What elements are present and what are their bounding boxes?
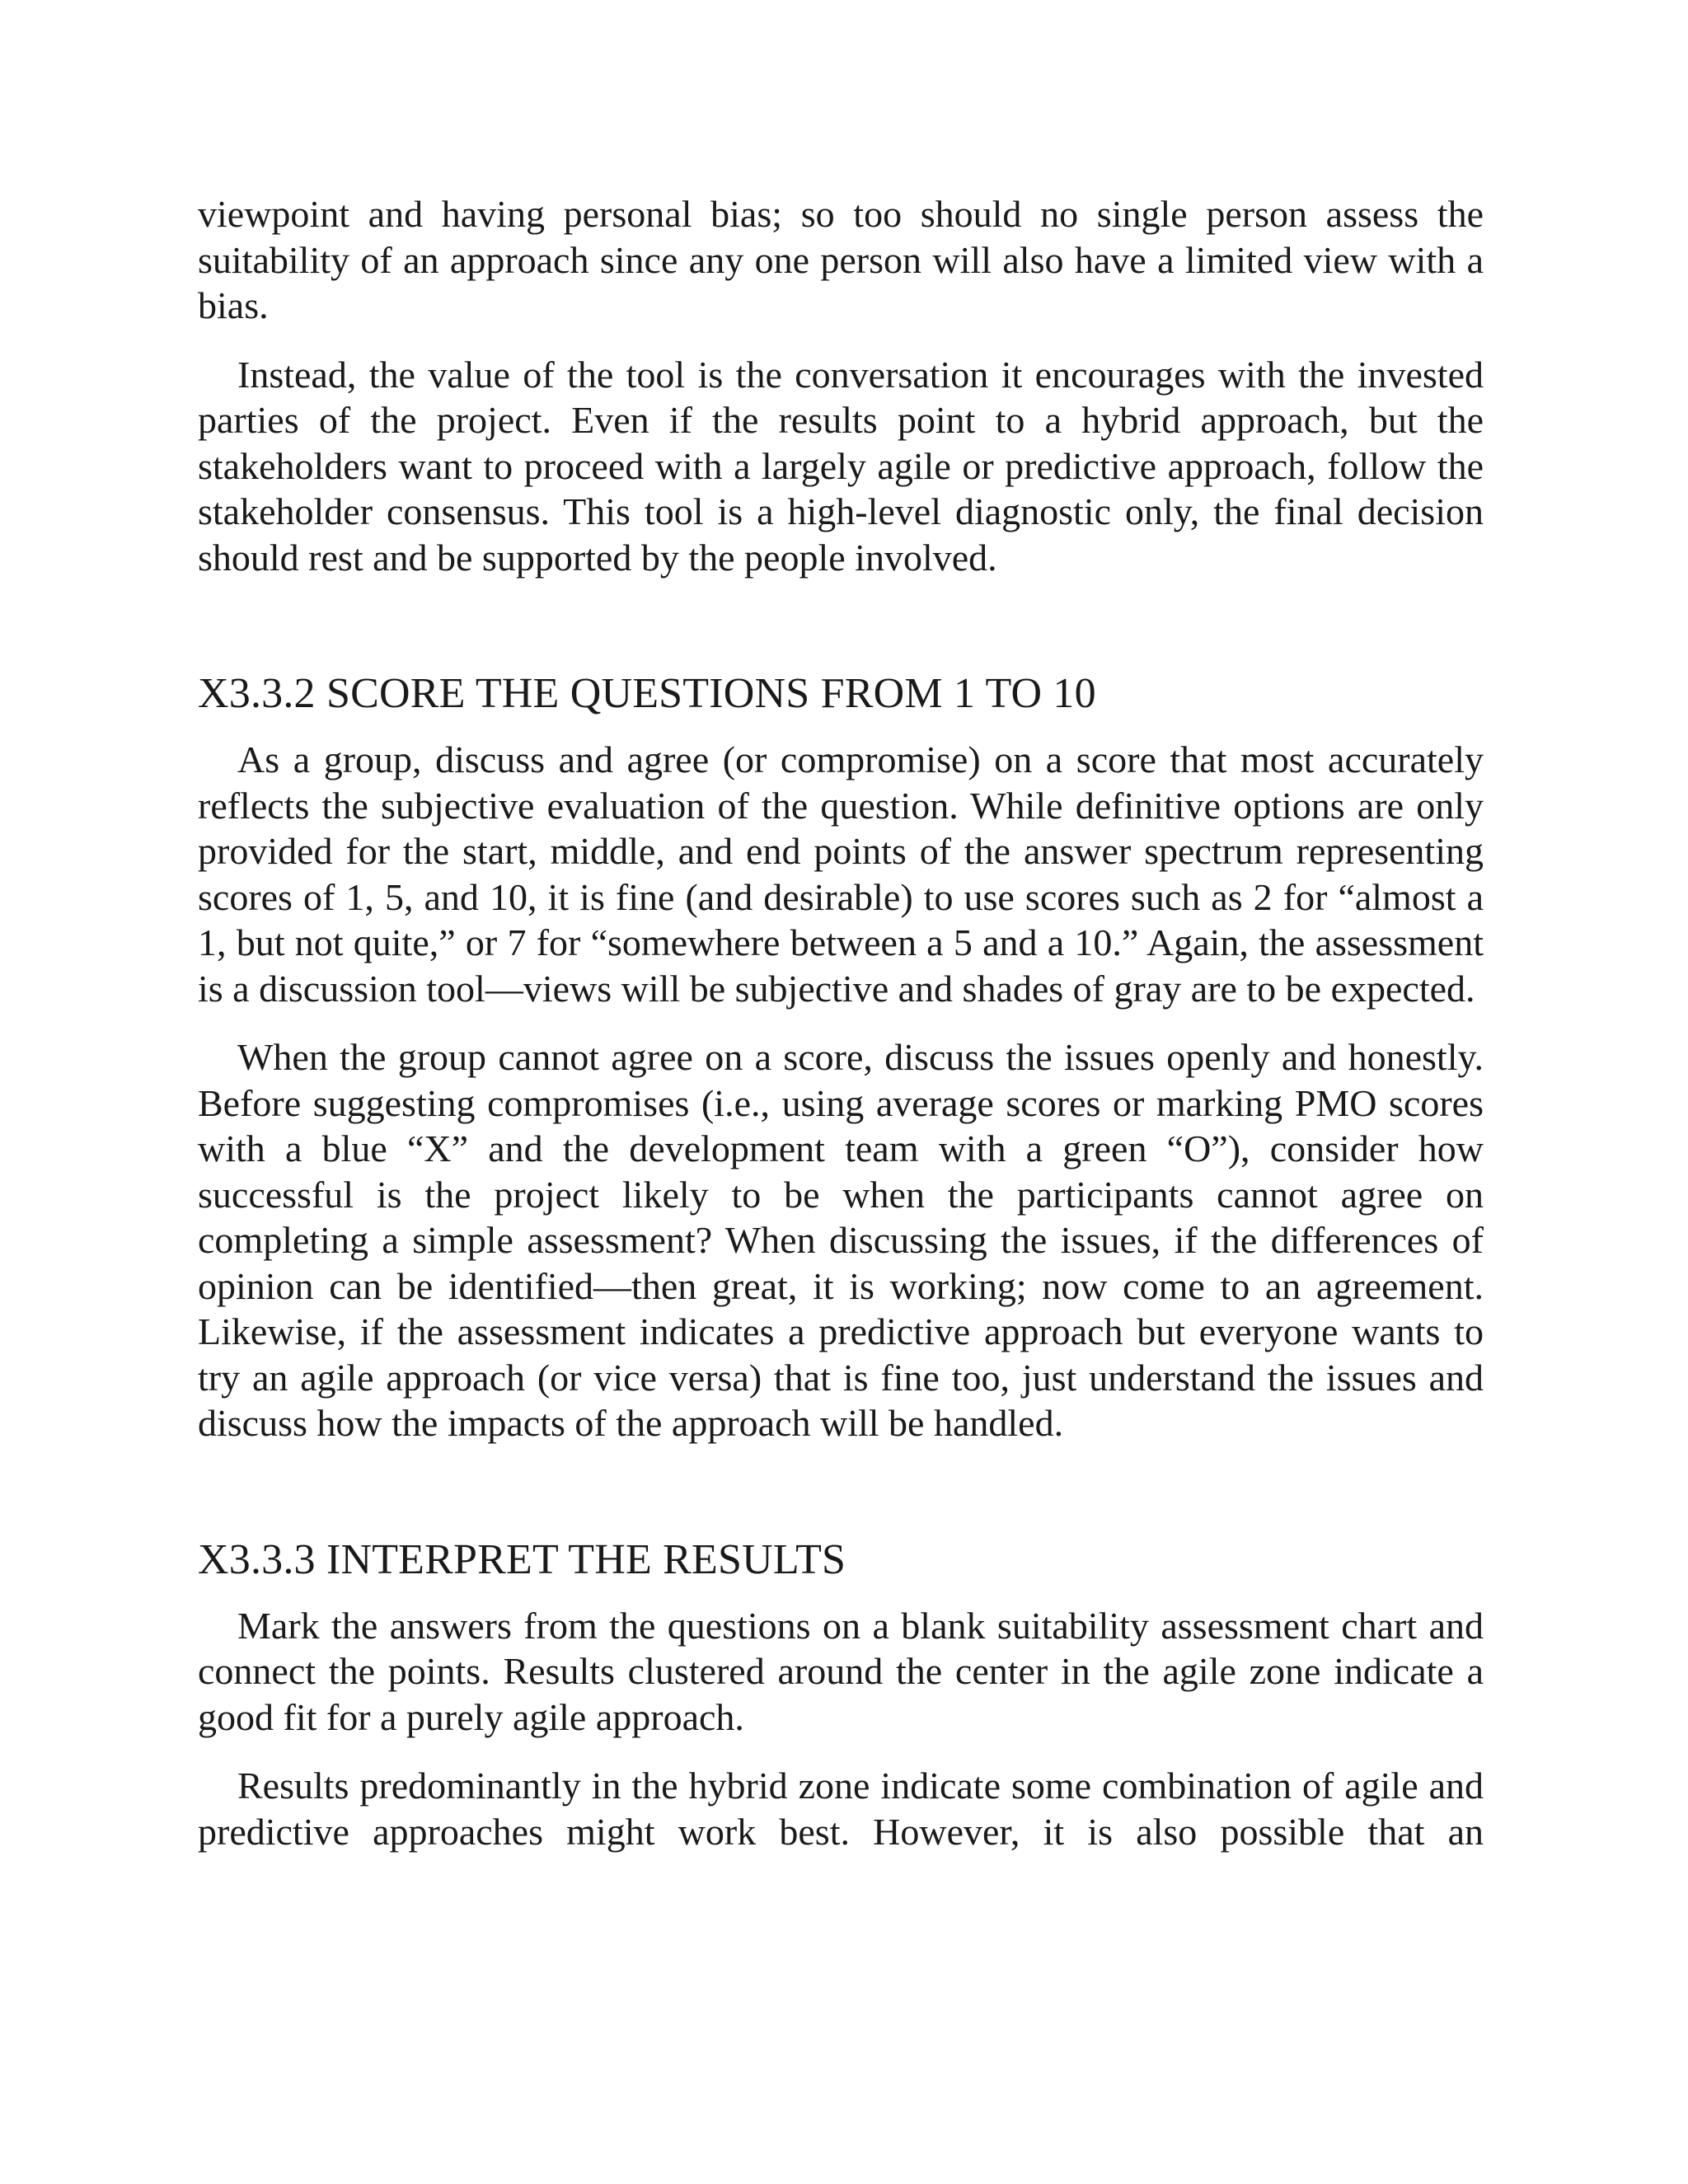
paragraph-score-group: As a group, discuss and agree (or compromise) on a score that most accurately reflects the subjective evaluation of the question. While definitive options are only provided for the start, middle, and end points of the answer spectrum representing scores of 1, 5, and 10, it is fine (and desirable) to use scores such as 2 for “almost a 1, but not quite,” or 7 for “somewhere between a 5 and a 10.” Again, the assessment is a discussion tool—views will be subjective and shades of gray are to be expected.: [198, 738, 1484, 1010]
paragraph-interpret-hybrid: Results predominantly in the hybrid zone indicate some combination of agile and predictive approaches might work best. However, it is also possible that an: [198, 1765, 1484, 1853]
paragraph-tool-value: Instead, the value of the tool is the conversation it encourages with the invested parties of the project. Even if the results point to a hybrid approach, but the stakeholders want to proceed with a largely agile or predictive approach, follow the stakeholder consensus. This tool is a high-level diagnostic only, the final decision should rest and be supported by the people involved.: [198, 353, 1484, 579]
document-page: [198, 191, 1484, 1877]
paragraph-continuation: viewpoint and having personal bias; so too should no single person assess the suitability of an approach since any one person will also have a limited view with a bias.: [198, 193, 1484, 326]
paragraph-score-disagree: When the group cannot agree on a score, discuss the issues openly and honestly. Before suggesting compromises (i.e., using average scores or marking PMO scores with a blue “X” and the development team with a green “O”), consider how successful is the project likely to be when the participants cannot agree on completing a simple assessment? When discussing the issues, if the differences of opinion can be identified—then great, it is working; now come to an agreement. Likewise, if the assessment indicates a predictive approach but everyone wants to try an agile approach (or vice versa) that is fine too, just understand the issues and discuss how the impacts of the approach will be handled.: [198, 1036, 1484, 1444]
paragraph-interpret-mark: Mark the answers from the questions on a blank suitability assessment chart and connect the points. Results clustered around the center in the agile zone indicate a good fit for a purely agile approach.: [198, 1604, 1484, 1738]
section-heading-score: X3.3.2 SCORE THE QUESTIONS FROM 1 TO 10: [198, 670, 1096, 717]
section-heading-interpret: X3.3.3 INTERPRET THE RESULTS: [198, 1535, 846, 1583]
